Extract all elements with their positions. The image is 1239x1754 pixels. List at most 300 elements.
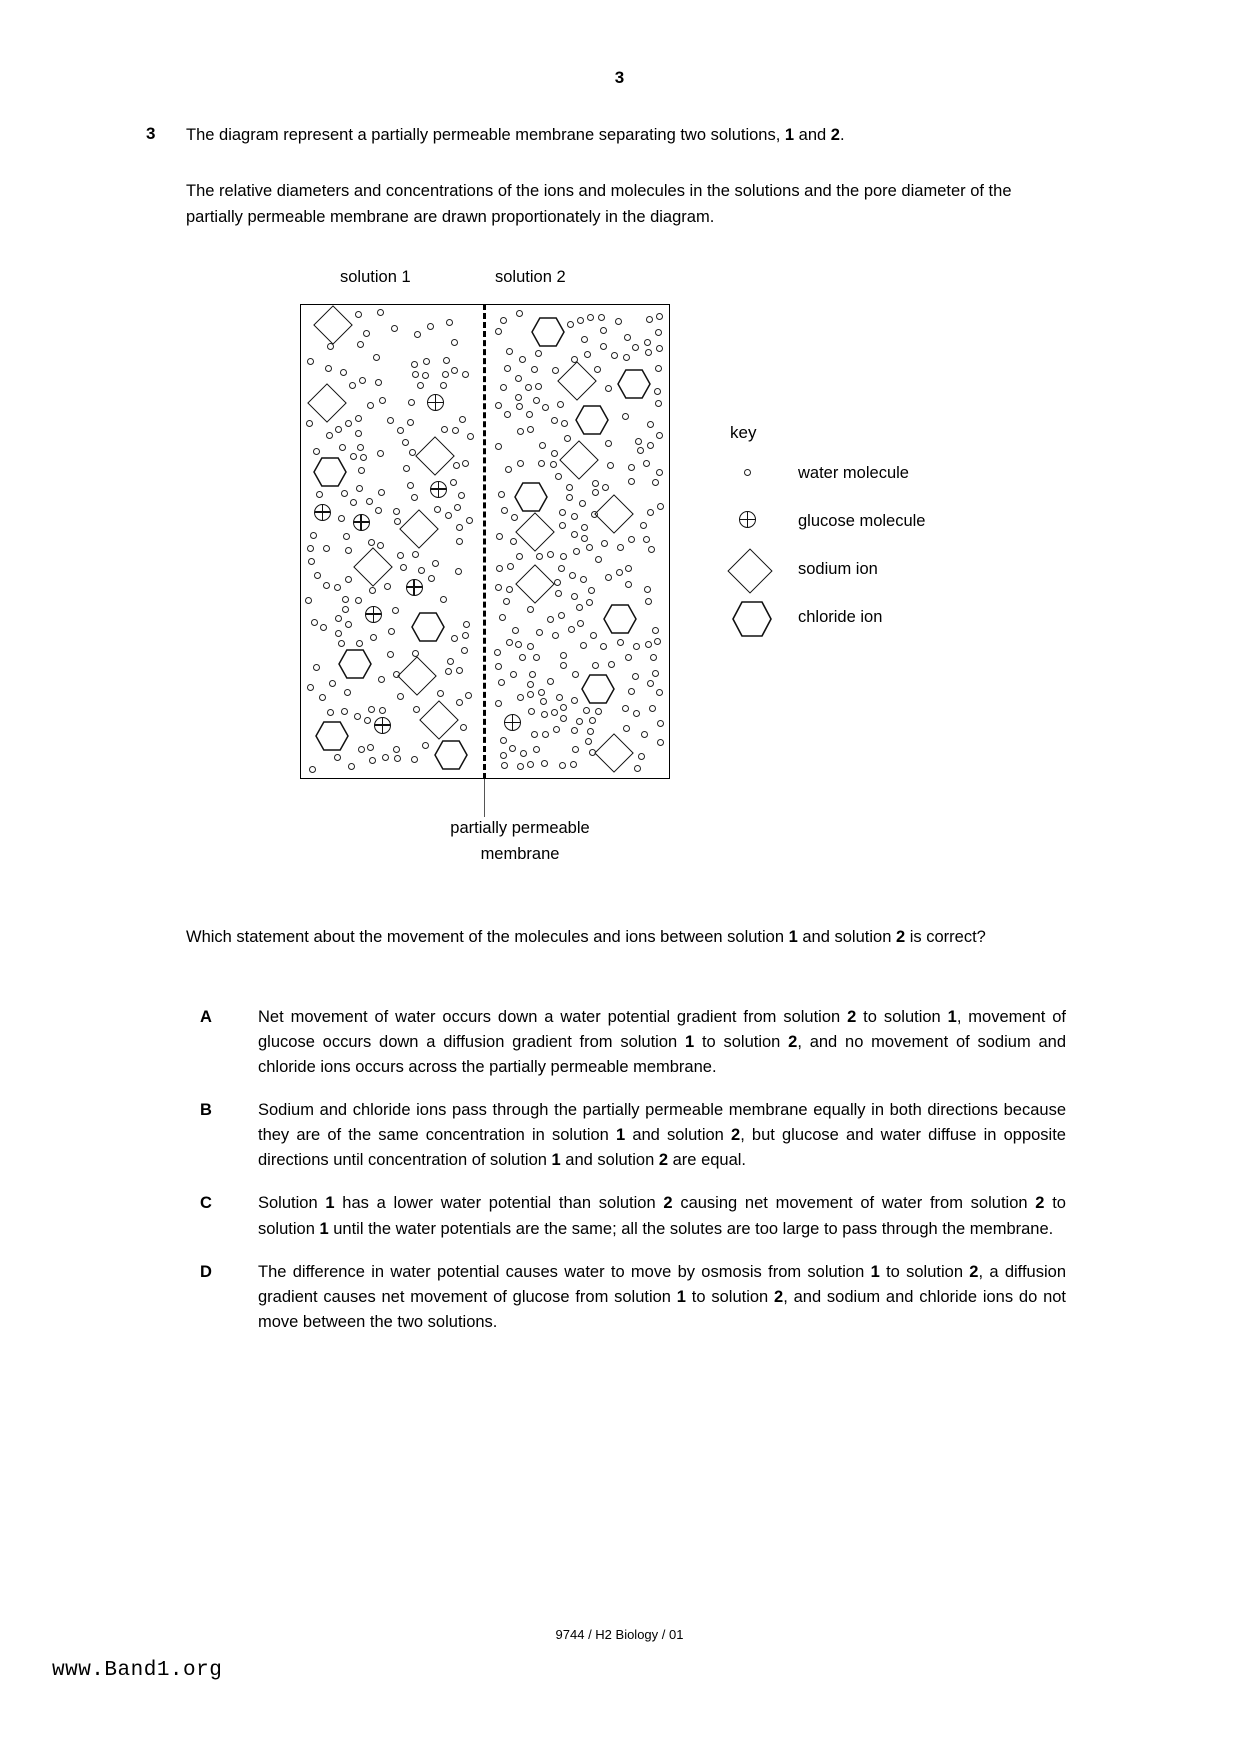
water-particle [495, 402, 502, 409]
water-particle [592, 662, 599, 669]
water-particle [335, 615, 342, 622]
water-particle [602, 484, 609, 491]
water-particle [397, 427, 404, 434]
water-particle [466, 517, 473, 524]
water-particle [345, 621, 352, 628]
water-particle [392, 607, 399, 614]
water-particle [655, 365, 662, 372]
water-particle [459, 416, 466, 423]
water-particle [586, 544, 593, 551]
answer-option-b[interactable] [186, 1098, 1066, 1173]
water-particle [625, 581, 632, 588]
water-particle [307, 358, 314, 365]
water-particle [531, 366, 538, 373]
water-particle [657, 720, 664, 727]
water-particle [423, 358, 430, 365]
sodium-particle [307, 384, 347, 424]
chloride-particle [411, 612, 445, 642]
water-particle [641, 731, 648, 738]
water-particle [379, 707, 386, 714]
water-particle [418, 567, 425, 574]
water-particle [547, 616, 554, 623]
water-particle [526, 411, 533, 418]
water-particle [441, 426, 448, 433]
water-particle [555, 473, 562, 480]
water-particle [437, 690, 444, 697]
water-particle [465, 692, 472, 699]
water-particle [306, 420, 313, 427]
chloride-particle [434, 740, 468, 770]
water-particle [507, 563, 514, 570]
water-particle [581, 535, 588, 542]
key-row-chloride [730, 599, 1000, 647]
water-particle [538, 460, 545, 467]
diagram-key [730, 423, 1000, 647]
water-particle [517, 763, 524, 770]
chloride-particle [514, 482, 548, 512]
question-prompt: Which statement about the movement of the molecules and ions between solution 1 and solution 2 is correct? [186, 928, 986, 946]
water-particle [571, 697, 578, 704]
water-particle [648, 546, 655, 553]
water-particle [655, 400, 662, 407]
water-particle [598, 314, 605, 321]
water-particle [611, 352, 618, 359]
water-particle [498, 491, 505, 498]
water-particle [634, 765, 641, 772]
water-particle [560, 715, 567, 722]
water-particle [335, 426, 342, 433]
sodium-ion-icon [730, 551, 790, 591]
key-row-water [730, 455, 1000, 503]
water-particle [341, 708, 348, 715]
water-particle [454, 504, 461, 511]
water-particle [329, 680, 336, 687]
water-particle [586, 599, 593, 606]
water-particle [503, 598, 510, 605]
water-molecule-icon [730, 455, 790, 495]
water-particle [607, 462, 614, 469]
water-particle [587, 728, 594, 735]
footer-website: www.Band1.org [52, 1659, 223, 1682]
water-particle [560, 553, 567, 560]
water-particle [656, 432, 663, 439]
water-particle [349, 382, 356, 389]
option-text: The difference in water potential causes water to move by osmosis from solution 1 to solution 2, a diffusion gradient causes net movement of glucose from solution 1 to solution 2, and sodium and chloride ions do not move between the two solutions. [258, 1262, 1067, 1331]
water-particle [647, 442, 654, 449]
water-particle [358, 467, 365, 474]
water-particle [504, 411, 511, 418]
water-particle [375, 507, 382, 514]
water-particle [411, 756, 418, 763]
answer-option-a[interactable] [186, 1005, 1066, 1080]
water-particle [505, 466, 512, 473]
water-particle [580, 642, 587, 649]
water-particle [552, 632, 559, 639]
water-particle [646, 316, 653, 323]
sodium-particle [557, 362, 597, 402]
water-particle [408, 399, 415, 406]
sodium-particle [515, 564, 555, 604]
water-particle [615, 318, 622, 325]
water-particle [547, 551, 554, 558]
water-particle [496, 565, 503, 572]
water-particle [566, 484, 573, 491]
water-particle [571, 531, 578, 538]
membrane-diagram [300, 268, 1000, 888]
water-particle [495, 663, 502, 670]
chloride-particle [581, 674, 615, 704]
water-particle [407, 482, 414, 489]
sodium-particle [398, 656, 438, 696]
option-text: Sodium and chloride ions pass through the partially permeable membrane equally in both directions because they are of the same concentration in solution 1 and solution 2, but glucose and water diffuse in opposite directions until concentration of solution 1 and solution 2 are equal. [258, 1101, 1066, 1170]
water-particle [652, 627, 659, 634]
water-particle [600, 327, 607, 334]
water-particle [573, 548, 580, 555]
water-particle [355, 415, 362, 422]
water-particle [434, 506, 441, 513]
water-particle [600, 343, 607, 350]
water-particle [367, 744, 374, 751]
water-particle [528, 708, 535, 715]
glucose-particle [314, 504, 331, 521]
water-particle [656, 469, 663, 476]
water-particle [501, 762, 508, 769]
water-particle [512, 627, 519, 634]
water-particle [357, 341, 364, 348]
water-particle [572, 671, 579, 678]
answer-option-d[interactable] [186, 1260, 1066, 1335]
water-particle [588, 587, 595, 594]
water-particle [571, 727, 578, 734]
water-particle [495, 443, 502, 450]
water-particle [335, 630, 342, 637]
water-particle [536, 629, 543, 636]
water-particle [633, 710, 640, 717]
water-particle [652, 670, 659, 677]
water-particle [640, 522, 647, 529]
water-particle [644, 586, 651, 593]
water-particle [527, 426, 534, 433]
water-particle [527, 606, 534, 613]
water-particle [358, 746, 365, 753]
water-particle [600, 643, 607, 650]
water-particle [393, 746, 400, 753]
water-particle [625, 565, 632, 572]
water-particle [638, 753, 645, 760]
footer-paper-code: 9744 / H2 Biology / 01 [555, 1627, 684, 1642]
water-particle [622, 413, 629, 420]
water-particle [456, 524, 463, 531]
water-particle [350, 453, 357, 460]
water-particle [326, 432, 333, 439]
water-particle [356, 485, 363, 492]
membrane-caption: partially permeable membrane [450, 819, 590, 863]
water-particle [652, 479, 659, 486]
water-particle [345, 547, 352, 554]
water-particle [595, 708, 602, 715]
water-particle [450, 479, 457, 486]
water-particle [355, 311, 362, 318]
water-particle [307, 684, 314, 691]
water-particle [334, 584, 341, 591]
water-particle [452, 427, 459, 434]
water-particle [632, 673, 639, 680]
sodium-particle [419, 700, 459, 740]
chloride-particle [603, 604, 637, 634]
water-particle [397, 693, 404, 700]
water-particle [654, 638, 661, 645]
water-particle [440, 596, 447, 603]
option-letter: D [200, 1262, 212, 1281]
water-particle [608, 661, 615, 668]
water-particle [325, 365, 332, 372]
glucose-particle [374, 717, 391, 734]
water-particle [360, 454, 367, 461]
water-particle [445, 668, 452, 675]
water-particle [506, 586, 513, 593]
water-particle [308, 558, 315, 565]
water-particle [605, 385, 612, 392]
water-particle [644, 339, 651, 346]
water-particle [657, 503, 664, 510]
water-particle [411, 494, 418, 501]
water-particle [447, 658, 454, 665]
water-particle [525, 384, 532, 391]
water-particle [364, 717, 371, 724]
glucose-particle [365, 606, 382, 623]
water-particle [633, 643, 640, 650]
water-particle [343, 533, 350, 540]
water-particle [357, 444, 364, 451]
water-particle [310, 532, 317, 539]
water-particle [443, 357, 450, 364]
water-particle [323, 582, 330, 589]
water-particle [566, 494, 573, 501]
water-particle [559, 762, 566, 769]
water-particle [391, 325, 398, 332]
page-number: 3 [614, 68, 625, 87]
water-particle [541, 711, 548, 718]
water-particle [515, 375, 522, 382]
water-particle [519, 654, 526, 661]
water-particle [314, 572, 321, 579]
water-particle [501, 507, 508, 514]
water-particle [542, 731, 549, 738]
water-particle [500, 317, 507, 324]
chloride-particle [313, 457, 347, 487]
water-particle [527, 691, 534, 698]
water-particle [345, 576, 352, 583]
option-letter: C [200, 1194, 212, 1213]
water-particle [417, 382, 424, 389]
sodium-particle [560, 440, 600, 480]
water-particle [495, 328, 502, 335]
water-particle [342, 596, 349, 603]
water-particle [581, 524, 588, 531]
water-particle [592, 480, 599, 487]
water-particle [517, 460, 524, 467]
water-particle [345, 420, 352, 427]
water-particle [552, 367, 559, 374]
glucose-particle [430, 481, 447, 498]
water-particle [510, 671, 517, 678]
water-particle [538, 689, 545, 696]
water-particle [356, 640, 363, 647]
water-particle [551, 417, 558, 424]
water-particle [625, 654, 632, 661]
water-particle [350, 499, 357, 506]
water-particle [467, 433, 474, 440]
key-label-water: water molecule [798, 464, 909, 482]
water-particle [499, 614, 506, 621]
water-particle [645, 598, 652, 605]
water-particle [589, 717, 596, 724]
water-particle [407, 419, 414, 426]
water-particle [511, 514, 518, 521]
sodium-particle [399, 509, 439, 549]
water-particle [432, 560, 439, 567]
water-particle [605, 574, 612, 581]
water-particle [504, 365, 511, 372]
option-letter: B [200, 1101, 212, 1120]
water-particle [527, 643, 534, 650]
water-particle [560, 652, 567, 659]
water-particle [458, 492, 465, 499]
water-particle [656, 313, 663, 320]
water-particle [451, 339, 458, 346]
water-particle [456, 699, 463, 706]
water-particle [327, 709, 334, 716]
water-particle [643, 536, 650, 543]
water-particle [510, 538, 517, 545]
water-particle [442, 371, 449, 378]
water-particle [540, 698, 547, 705]
question-stem: The diagram represent a partially permeable membrane separating two solutions, 1 and 2. [186, 126, 845, 144]
water-particle [496, 533, 503, 540]
key-row-glucose [730, 503, 1000, 551]
water-particle [516, 403, 523, 410]
water-particle [427, 323, 434, 330]
water-particle [338, 515, 345, 522]
glucose-molecule-icon [730, 503, 790, 543]
water-particle [305, 597, 312, 604]
water-particle [623, 354, 630, 361]
water-particle [559, 509, 566, 516]
water-particle [557, 401, 564, 408]
water-particle [571, 593, 578, 600]
water-particle [455, 568, 462, 575]
water-particle [412, 650, 419, 657]
water-particle [379, 397, 386, 404]
water-particle [394, 755, 401, 762]
water-particle [446, 319, 453, 326]
water-particle [649, 705, 656, 712]
water-particle [550, 461, 557, 468]
water-particle [515, 641, 522, 648]
water-particle [354, 713, 361, 720]
chloride-particle [531, 317, 565, 347]
water-particle [344, 689, 351, 696]
water-particle [377, 542, 384, 549]
water-particle [592, 489, 599, 496]
water-particle [462, 371, 469, 378]
water-particle [617, 544, 624, 551]
key-label-sodium: sodium ion [798, 560, 878, 578]
water-particle [323, 545, 330, 552]
water-particle [553, 726, 560, 733]
water-particle [359, 377, 366, 384]
water-particle [581, 336, 588, 343]
water-particle [378, 676, 385, 683]
water-particle [628, 536, 635, 543]
key-label-glucose: glucose molecule [798, 512, 926, 530]
water-particle [559, 522, 566, 529]
water-particle [412, 371, 419, 378]
water-particle [577, 620, 584, 627]
water-particle [393, 508, 400, 515]
water-particle [535, 350, 542, 357]
water-particle [535, 383, 542, 390]
water-particle [527, 761, 534, 768]
water-particle [576, 718, 583, 725]
water-particle [551, 709, 558, 716]
answer-option-c[interactable] [186, 1191, 1066, 1241]
water-particle [647, 680, 654, 687]
water-particle [570, 761, 577, 768]
water-particle [516, 310, 523, 317]
water-particle [529, 671, 536, 678]
water-particle [456, 667, 463, 674]
water-particle [370, 634, 377, 641]
water-particle [320, 624, 327, 631]
water-particle [555, 590, 562, 597]
water-particle [319, 694, 326, 701]
key-label-chloride: chloride ion [798, 608, 883, 626]
water-particle [411, 361, 418, 368]
water-particle [542, 404, 549, 411]
water-particle [388, 628, 395, 635]
partially-permeable-membrane [483, 304, 486, 779]
water-particle [583, 707, 590, 714]
water-particle [585, 738, 592, 745]
water-particle [541, 760, 548, 767]
water-particle [647, 509, 654, 516]
question-paragraph-2: The relative diameters and concentrations of the ions and molecules in the solutions and the pore diameter of the partially permeable membrane are drawn proportionately in the diagram. [186, 182, 1012, 226]
water-particle [605, 440, 612, 447]
water-particle [531, 731, 538, 738]
water-particle [533, 654, 540, 661]
water-particle [623, 725, 630, 732]
water-particle [516, 553, 523, 560]
water-particle [366, 498, 373, 505]
water-particle [569, 572, 576, 579]
water-particle [594, 366, 601, 373]
water-particle [637, 447, 644, 454]
water-particle [498, 679, 505, 686]
water-particle [617, 639, 624, 646]
water-particle [368, 706, 375, 713]
water-particle [560, 704, 567, 711]
water-particle [428, 575, 435, 582]
water-particle [587, 314, 594, 321]
water-particle [515, 394, 522, 401]
water-particle [422, 372, 429, 379]
solution-1-label: solution 1 [340, 268, 411, 286]
water-particle [440, 382, 447, 389]
water-particle [339, 444, 346, 451]
water-particle [645, 641, 652, 648]
chloride-particle [617, 369, 651, 399]
